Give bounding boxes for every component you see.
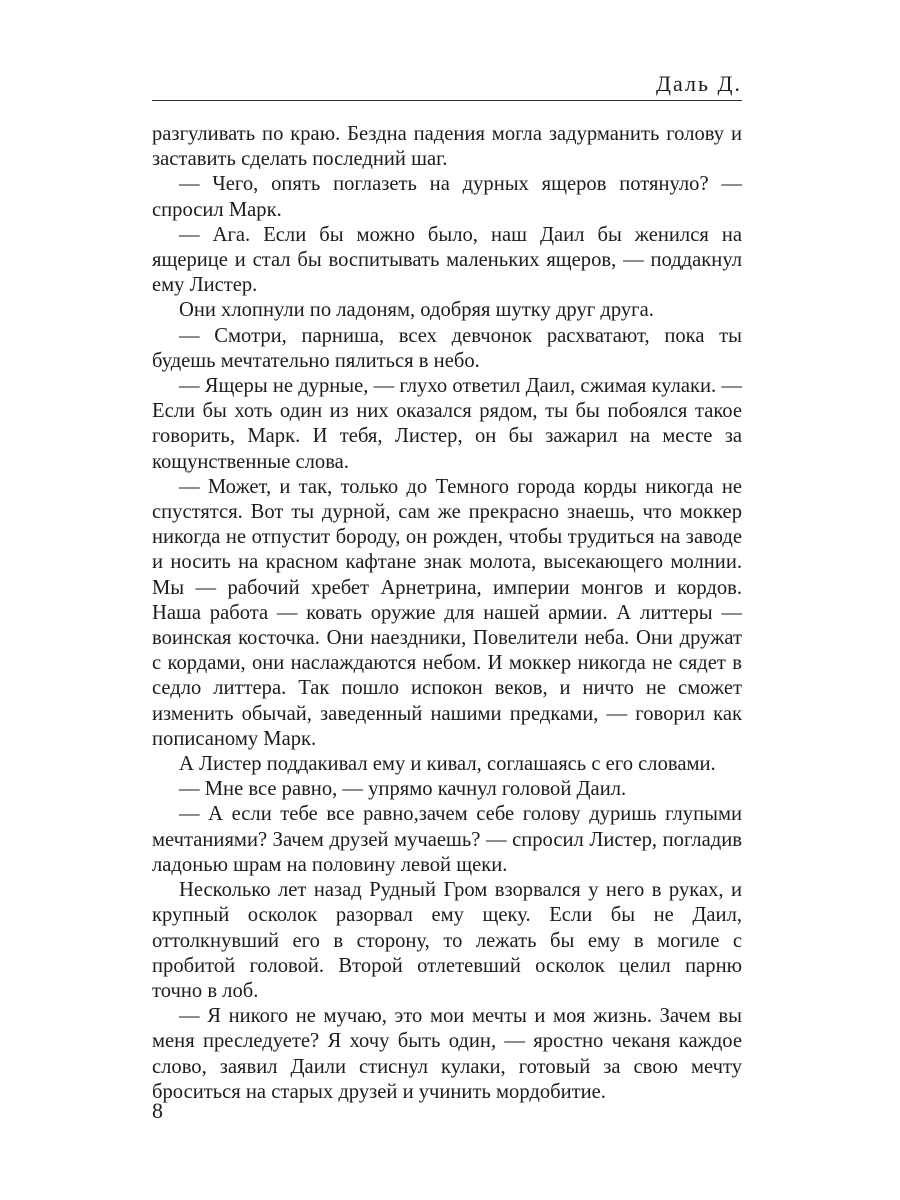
paragraph: — Ящеры не дурные, — глухо ответил Даил, сжимая кулаки. — Если бы хоть один из них оказался рядом, ты бы побоялся такое говорить, Марк. И тебя, Листер, он бы зажарил на месте за кощунственные слова.	[152, 375, 742, 473]
paragraph: — Чего, опять поглазеть на дурных ящеров потянуло? — спросил Марк.	[152, 173, 742, 221]
paragraph: — Я никого не мучаю, это мои мечты и моя жизнь. Зачем вы меня преследуете? Я хочу быть один, — яростно чеканя каждое слово, заявил Даили стиснул кулаки, готовый за свою мечту броситься на старых друзей и учинить мордобитие.	[152, 1005, 742, 1103]
running-head-author: Даль Д.	[656, 71, 742, 96]
paragraph: — Ага. Если бы можно было, наш Даил бы женился на ящерице и стал бы воспитывать маленьких ящеров, — поддакнул ему Листер.	[152, 223, 742, 297]
paragraph: Несколько лет назад Рудный Гром взорвался у него в руках, и крупный осколок разорвал ему щеку. Если бы не Даил, оттолкнувший его в сторону, то лежать бы ему в могиле с пробитой головой. Второй отлетевший осколок целил парню точно в лоб.	[152, 879, 742, 1002]
paragraph: — А если тебе все равно,зачем себе голову дуришь глупыми мечтаниями? Зачем друзей мучаешь? — спросил Листер, погладив ладонью шрам на половину левой щеки.	[152, 803, 742, 876]
paragraph: разгуливать по краю. Бездна падения могла задурманить голову и заставить сделать последний шаг.	[152, 123, 742, 171]
paragraph: — Может, и так, только до Темного города корды никогда не спустятся. Вот ты дурной, сам же прекрасно знаешь, что моккер никогда не отпустит бороду, он рожден, чтобы трудиться на заводе и носить на красном кафтане знак молота, высекающего молнии. Мы — рабочий хребет Арнетрина, империи монгов и кордов. Наша работа — ковать оружие для нашей армии. А литтеры — воинская косточка. Они наездники, Повелители неба. Они дружат с кордами, они наслаждаются небом. И моккер никогда не сядет в седло литтера. Так пошло испокон веков, и ничто не сможет изменить обычай, заведенный нашими предками, — говорил как пописаному Марк.	[152, 475, 742, 750]
running-head	[152, 70, 742, 101]
paragraph: Они хлопнули по ладоням, одобряя шутку друг друга.	[179, 299, 654, 322]
paragraph: — Смотри, парниша, всех девчонок расхватают, пока ты будешь мечтательно пялиться в небо.	[152, 324, 742, 372]
paragraph: — Мне все равно, — упрямо качнул головой Даил.	[179, 778, 627, 801]
page-number: 8	[152, 1098, 163, 1123]
paragraph: А Листер поддакивал ему и кивал, соглашаясь с его словами.	[179, 753, 716, 776]
body-text	[152, 122, 742, 1105]
